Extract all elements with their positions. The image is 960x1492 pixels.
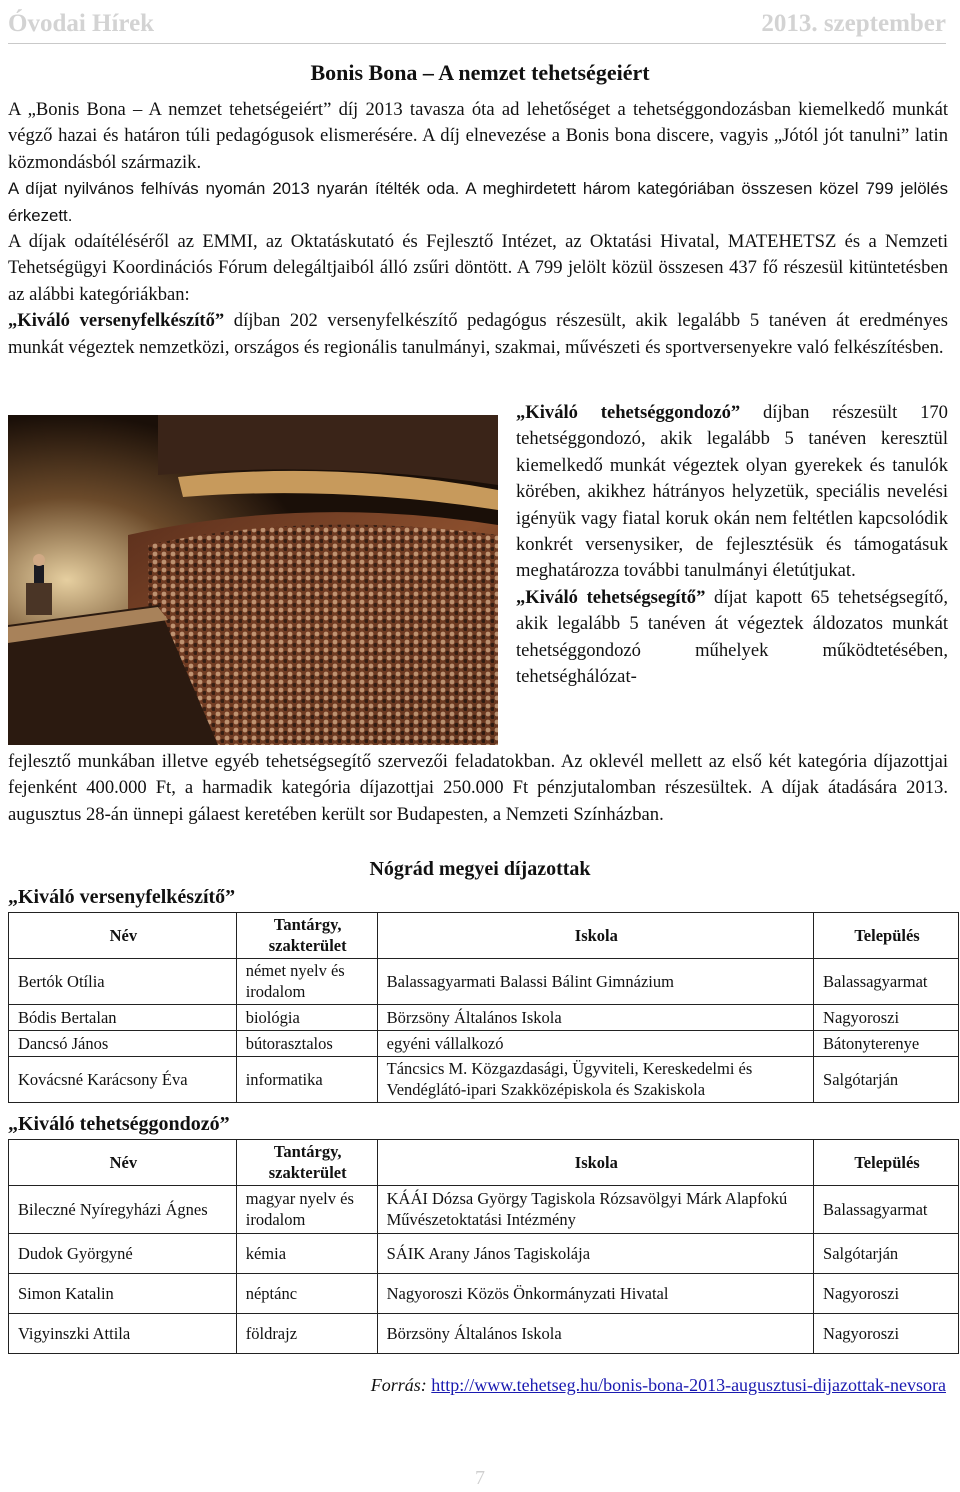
source-label: Forrás: xyxy=(370,1375,427,1395)
table2-title: „Kiváló tehetséggondozó” xyxy=(8,1113,230,1135)
table-row: Dudok Györgyné kémia SÁIK Arany János Tagiskolája Salgótarján xyxy=(9,1234,959,1274)
table-row: Kovácsné Karácsony Éva informatika Táncsics M. Közgazdasági, Ügyviteli, Kereskedelmi és Vendéglátó-ipari Szakközépiskola és Szakiskola Salgótarján xyxy=(9,1057,959,1103)
category-tehetseggondozo: „Kiváló tehetséggondozó” xyxy=(516,402,741,423)
article-right-column xyxy=(516,400,948,690)
paragraph-tehetseggondozo: „Kiváló tehetséggondozó” díjban részesült 170 tehetséggondozó, akik legalább 5 tanéven keresztül kiemelkedő munkát végeztek olyan gyerekek és tanulók körében, akikhez hátrányos helyzetük, speciális nevelési igényük vagy fiatal koruk okán nem feltétlen kapcsolódik konkrét versenysiker, de fejlesztésük és támogatásuk meghatározza további tanulmányi életútjukat. xyxy=(516,402,948,582)
table-row: Vigyinszki Attila földrajz Börzsöny Általános Iskola Nagyoroszi xyxy=(9,1314,959,1354)
table-header-row xyxy=(9,913,959,959)
source-line xyxy=(371,1375,946,1396)
section-title: Nógrád megyei díjazottak xyxy=(369,858,591,880)
category-tehetsegsegito: „Kiváló tehetségsegítő” xyxy=(516,586,706,608)
table-header-row xyxy=(9,1140,959,1186)
intro-paragraph-3: A díjak odaítéléséről az EMMI, az Oktatáskutató és Fejlesztő Intézet, az Oktatási Hivatal, MATEHETSZ és a Nemzeti Tehetségügyi Koordinációs Fórum delegáltjaiból álló zsűri döntött. A 799 jelölt közül összesen 437 fő részesül kitüntetésben az alábbi kategóriákban: xyxy=(8,231,948,305)
article-intro xyxy=(8,97,948,361)
table-row: Simon Katalin néptánc Nagyoroszi Közös Önkormányzati Hivatal Nagyoroszi xyxy=(9,1274,959,1314)
article-title: Bonis Bona – A nemzet tehetségeiért xyxy=(310,60,650,85)
issue-date: 2013. szeptember xyxy=(761,10,946,37)
table-row: Bileczné Nyíregyházi Ágnes magyar nyelv és irodalom KÁÁI Dózsa György Tagiskola Rózsavölgyi Márk Alapfokú Művészetoktatási Intézmény Balassagyarmat xyxy=(9,1186,959,1234)
table-row: Bódis Bertalan biológia Börzsöny Általános Iskola Nagyoroszi xyxy=(9,1005,959,1031)
header-school: Iskola xyxy=(377,913,813,959)
table-row: Bertók Otília német nyelv és irodalom Balassagyarmati Balassi Bálint Gimnázium Balassagyarmat xyxy=(9,959,959,1005)
article-closing xyxy=(8,749,948,828)
publication-title: Óvodai Hírek xyxy=(8,10,155,37)
closing-paragraph: fejlesztő munkában illetve egyéb tehetségsegítő szervezői feladatokban. Az oklevél mellett az első két kategória díjazottjai fejenként 400.000 Ft, a harmadik kategória díjazottjai 250.000 Ft pénzjutalomban részesültek. A díjak átadására 2013. augusztus 28-án ünnepi gálaest keretében került sor Budapesten, a Nemzeti Színházban. xyxy=(8,751,948,825)
paragraph-tehetsegsegito: „Kiváló tehetségsegítő” díjat kapott 65 tehetségsegítő, akik legalább 5 tanéven át végeztek áldozatos munkát tehetséggondozó műhelyek működtetésében, tehetséghálózat- xyxy=(516,586,948,688)
header-subject: Tantárgy, szakterület xyxy=(236,913,377,959)
header-town: Település xyxy=(814,913,959,959)
header-subject: Tantárgy, szakterület xyxy=(236,1140,377,1186)
intro-paragraph-4: „Kiváló versenyfelkészítő” díjban 202 versenyfelkészítő pedagógus részesült, akik legalább 5 tanéven át eredményes munkát végeztek nemzetközi, országos és regionális tanulmányi, szakmai, művészeti és sportversenyekre való felkészítésben. xyxy=(8,310,948,358)
header-name: Név xyxy=(9,1140,237,1186)
theater-audience-photo xyxy=(8,415,498,745)
intro-paragraph-1: A „Bonis Bona – A nemzet tehetségeiért” díj 2013 tavasza óta ad lehetőséget a tehetséggondozásban kiemelkedő munkát végző hazai és határon túli pedagógusok elismerésére. A díj elnevezése a Bonis bona discere, vagyis „Jótól jót tanulni” latin közmondásból származik. xyxy=(8,99,948,173)
page-header xyxy=(8,0,946,44)
category-versenyfelkeszito: „Kiváló versenyfelkészítő” xyxy=(8,310,225,332)
table1-title: „Kiváló versenyfelkészítő” xyxy=(8,886,236,908)
photo-illustration xyxy=(8,415,498,745)
header-school: Iskola xyxy=(377,1140,813,1186)
table-versenyfelkeszito xyxy=(8,912,959,1103)
source-link[interactable]: http://www.tehetseg.hu/bonis-bona-2013-augusztusi-dijazottak-nevsora xyxy=(431,1375,946,1395)
header-town: Település xyxy=(814,1140,959,1186)
table-tehetseggondozo xyxy=(8,1139,959,1354)
header-name: Név xyxy=(9,913,237,959)
table-row: Dancsó János bútorasztalos egyéni vállalkozó Bátonyterenye xyxy=(9,1031,959,1057)
intro-paragraph-2: A díjat nyilvános felhívás nyomán 2013 nyarán ítélték oda. A meghirdetett három kategóriában összesen közel 799 jelölés érkezett. xyxy=(8,179,948,225)
page-number: 7 xyxy=(475,1467,485,1489)
